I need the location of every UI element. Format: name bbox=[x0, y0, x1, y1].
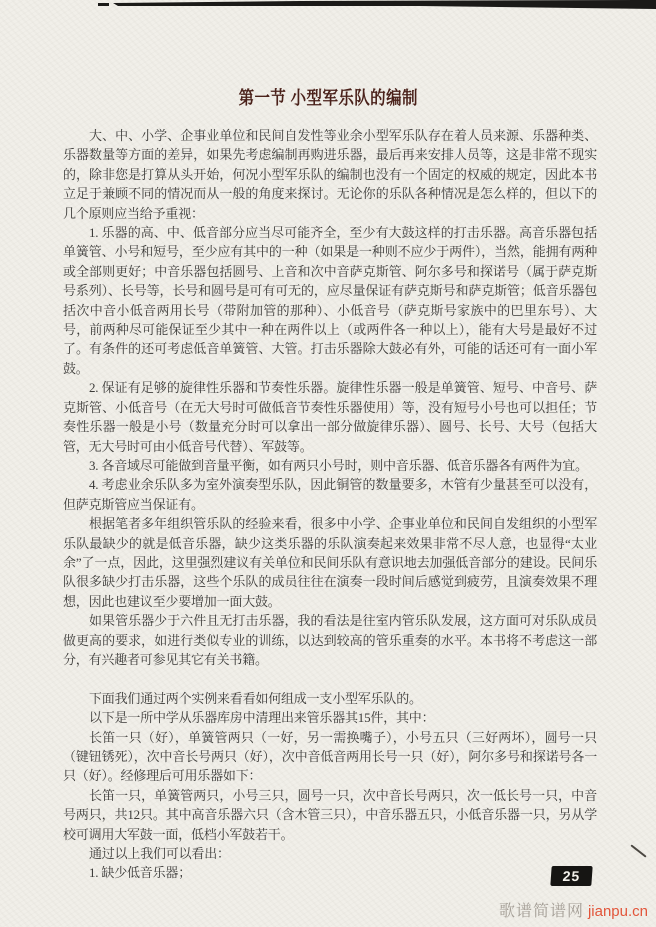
scan-artifact-top-edge bbox=[0, 0, 656, 12]
body-paragraph: 4. 考虑业余乐队多为室外演奏型乐队，因此铜管的数量要多，木管有少量甚至可以没有，但萨克斯管应当保证有。 bbox=[63, 477, 597, 512]
body-paragraph: 根据笔者多年组织管乐队的经验来看，很多中小学、企事业单位和民间自发组织的小型军乐队最缺少的就是低音乐器，缺少这类乐器的乐队演奏起来效果非常不尽人意，也显得“太业余”了一点，因此，这里强烈建议有关单位和民间乐队有意识地去加强低音部分的建设。民间乐队很多缺少打击乐器，这些个乐队的成员往往在演奏一段时间后感觉到疲劳，且演奏效果不理想，因此也建议至少要增加一面大鼓。 bbox=[63, 516, 597, 609]
body-paragraph: 长笛一只，单簧管两只，小号三只，圆号一只，次中音长号两只，次一低长号一只，中音号两只，共12只。其中高音乐器六只（含木管三只），中音乐器五只，小低音乐器一只，另从学校可调用大军鼓一面，低档小军鼓若干。 bbox=[63, 787, 597, 842]
body-paragraph: 下面我们通过两个实例来看看如何组成一支小型军乐队的。 bbox=[89, 690, 422, 706]
scan-artifact-scratch bbox=[630, 844, 646, 857]
body-paragraph: 长笛一只（好），单簧管两只（一好，另一需换嘴子），小号五只（三好两坏），圆号一只（键钮锈死），次中音长号两只（好），次中音低音两用长号一只（好），阿尔多号和探诺号各一只（好）。经修理后可用乐器如下： bbox=[63, 729, 597, 784]
body-paragraph: 3. 各音域尽可能做到音量平衡，如有两只小号时，则中音乐器、低音乐器各有两件为宜。 bbox=[89, 457, 588, 473]
watermark-site-name: 歌谱简谱网 bbox=[498, 903, 584, 920]
page-body bbox=[63, 126, 597, 883]
watermark bbox=[0, 898, 648, 921]
watermark-site-url: jianpu.cn bbox=[587, 903, 648, 920]
page-number-badge: 25 bbox=[550, 866, 592, 886]
body-paragraph: 通过以上我们可以看出： bbox=[89, 846, 230, 862]
section-title-text: 第一节 小型军乐队的编制 bbox=[238, 88, 418, 108]
section-title bbox=[0, 84, 656, 110]
body-paragraph: 1. 乐器的高、中、低音部分应当尽可能齐全，至少有大鼓这样的打击乐器。高音乐器包括单簧管、小号和短号，至少应有其中的一种（如果是一种则不应少于两件），当然，能拥有两种或全部则更好；中音乐器包括圆号、上音和次中音萨克斯管、阿尔多号和探诺号（属于萨克斯号系列）、长号等，长号和圆号是可有可无的，应尽量保证有萨克斯号和萨克斯管；低音乐器包括次中音小低音两用长号（带附加管的那种）、小低音号（萨克斯号家族中的巴里东号）、大号，前两种尽可能保证至少其中一种在两件以上（或两件各一种以上），能有大号是最好不过了。有条件的还可考虑低音单簧管、大管。打击乐器除大鼓必有外，可能的话还可有一面小军鼓。 bbox=[63, 225, 597, 376]
body-paragraph: 如果管乐器少于六件且无打击乐器，我的看法是往室内管乐队发展，这方面可对乐队成员做更高的要求，如进行类似专业的训练，以达到较高的管乐重奏的水平。本书将不考虑这一部分，有兴趣者可参见其它有关书籍。 bbox=[63, 613, 597, 667]
body-paragraph: 以下是一所中学从乐器库房中清理出来管乐器其15件，其中： bbox=[89, 710, 435, 726]
body-paragraph: 大、中、小学、企事业单位和民间自发性等业余小型军乐队存在着人员来源、乐器种类、乐器数量等方面的差异，如果先考虑编制再购进乐器，最后再来安排人员等，这是非常不现实的，除非您是打算从头开始，何况小型军乐队的编制也没有一个固定的权威的规定，因此本书立足于兼顾不同的情况而从一般的角度来探讨。无论你的乐队各种情况是怎么样的，但以下的几个原则应当给予重视： bbox=[63, 128, 597, 221]
body-paragraph: 1. 缺少低音乐器； bbox=[89, 865, 192, 881]
body-paragraph: 2. 保证有足够的旋律性乐器和节奏性乐器。旋律性乐器一般是单簧管、短号、中音号、萨克斯管、小低音号（在无大号时可做低音节奏性乐器使用）等，没有短号小号也可以担任；节奏性乐器一般是小号（数量充分时可以拿出一部分做旋律乐器）、圆号、长号、大号（包括大管，无大号时可由小低音号代替）、军鼓等。 bbox=[63, 380, 597, 454]
